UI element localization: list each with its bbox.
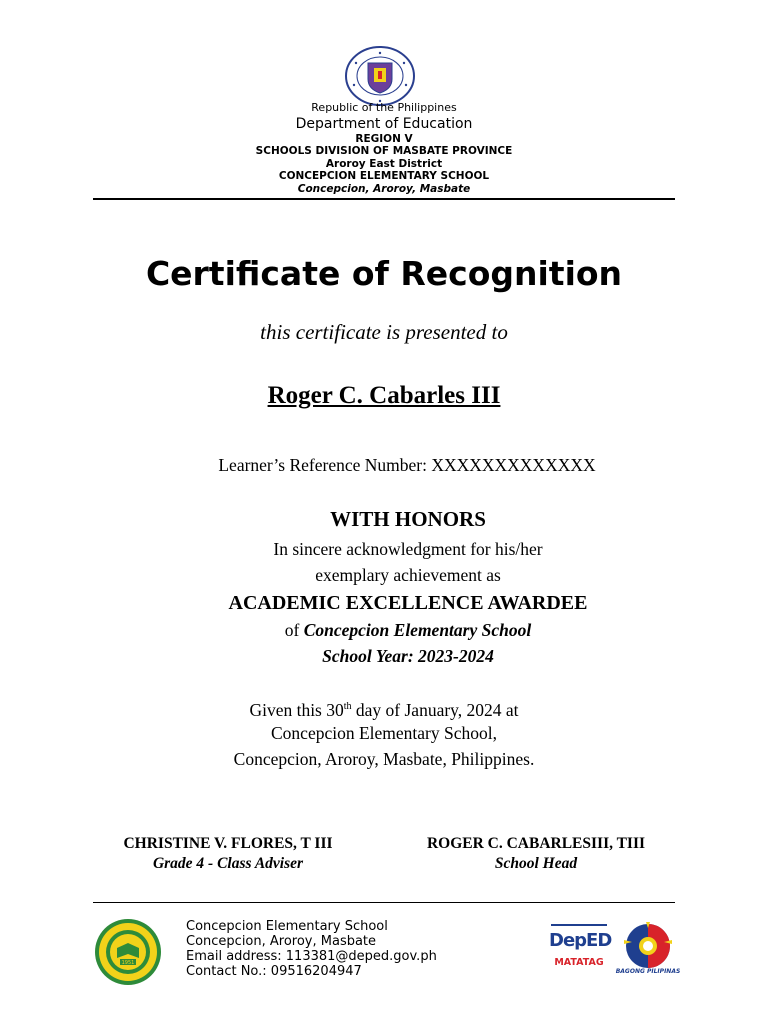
lrn-line [23, 455, 768, 476]
footer-line-1: Concepcion Elementary School [186, 919, 388, 934]
department-line: Department of Education [295, 116, 473, 132]
given-line-2: Concepcion Elementary School, [271, 723, 497, 743]
given-suffix: day of January, 2024 at [351, 699, 519, 720]
footer-divider [93, 902, 675, 903]
given-prefix: Given this 30 [249, 699, 344, 720]
region-line: REGION V [355, 133, 413, 145]
signatory-title: Grade 4 - Class Adviser [152, 855, 304, 872]
school-logo-year: 1951 [121, 960, 135, 966]
deped-wordmark: DepED [549, 930, 612, 951]
school-logo [92, 918, 164, 986]
signatory-adviser [83, 834, 373, 874]
deped-seal-logo [344, 45, 416, 107]
signatory-title: School Head [494, 855, 578, 872]
footer-line-3: Email address: 113381@deped.gov.ph [186, 949, 437, 964]
matatag-wordmark: MATATAG [554, 957, 604, 968]
recipient-name: Roger C. Cabarles III [267, 382, 501, 409]
given-line-3: Concepcion, Aroroy, Masbate, Philippines. [233, 749, 535, 769]
school-line: CONCEPCION ELEMENTARY SCHOOL [278, 170, 490, 182]
lrn-label: Learner’s Reference Number: [218, 455, 432, 475]
deped-matatag-logo [549, 924, 612, 974]
division-line: SCHOOLS DIVISION OF MASBATE PROVINCE [255, 145, 513, 157]
footer-line-2: Concepcion, Aroroy, Masbate [186, 934, 377, 949]
acknowledgment-line-1: In sincere acknowledgment for his/her [273, 539, 543, 559]
signatory-name: CHRISTINE V. FLORES, T III [123, 835, 333, 852]
signatory-name: ROGER C. CABARLESIII, TIII [426, 835, 646, 852]
of-school-line [24, 620, 768, 641]
school-year: School Year: 2023-2024 [322, 646, 494, 666]
given-line-1 [0, 696, 768, 721]
honor-title: WITH HONORS [330, 507, 486, 531]
district-line: Aroroy East District [325, 158, 443, 170]
acknowledgment-line-2: exemplary achievement as [315, 565, 501, 585]
republic-line: Republic of the Philippines [311, 101, 457, 114]
signatory-school-head [391, 834, 681, 874]
bagong-pilipinas-text: BAGONG PILIPINAS [615, 968, 681, 975]
award-title: ACADEMIC EXCELLENCE AWARDEE [228, 592, 588, 614]
certificate-title: Certificate of Recognition [145, 254, 623, 293]
header-divider [93, 198, 675, 200]
given-sup: th [343, 701, 352, 712]
of-word: of [284, 620, 304, 640]
address-line: Concepcion, Aroroy, Masbate [297, 183, 471, 195]
presented-to: this certificate is presented to [260, 320, 508, 344]
footer-line-4: Contact No.: 09516204947 [186, 964, 362, 979]
lrn-value: XXXXXXXXXXXXX [431, 455, 596, 475]
school-name: Concepcion Elementary School [303, 620, 532, 640]
